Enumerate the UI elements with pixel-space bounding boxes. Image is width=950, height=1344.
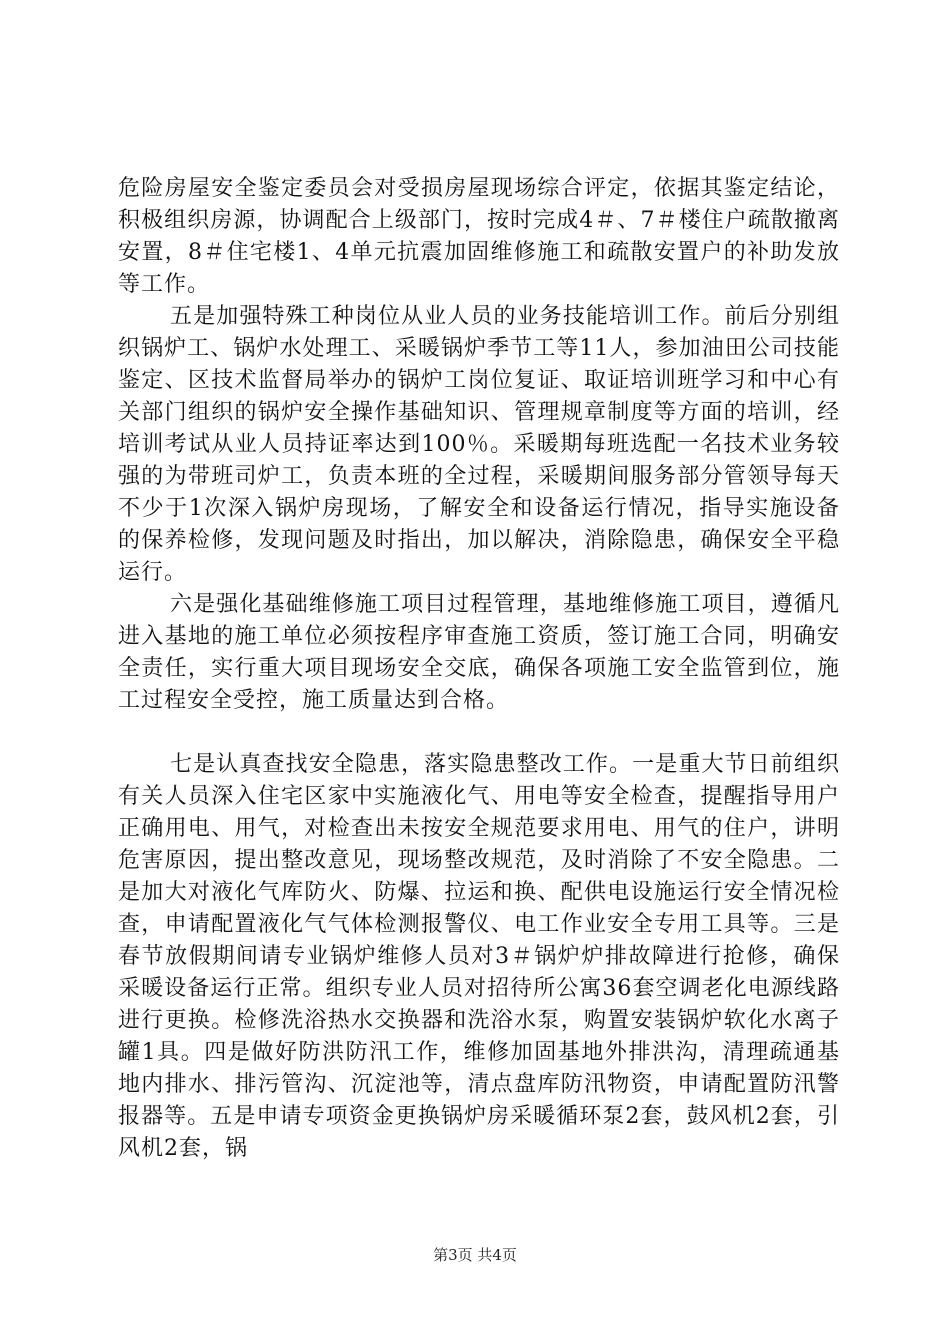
paragraph-item-five: 五是加强特殊工种岗位从业人员的业务技能培训工作。前后分别组织锅炉工、锅炉水处理工、采暖锅炉季节工等11人，参加油田公司技能鉴定、区技术监督局举办的锅炉工岗位复证、取证培训班学习和中心有关部门组织的锅炉安全操作基础知识、管理规章制度等方面的培训，经培训考试从业人员持证率达到100％。采暖期每班选配一名技术业务较强的为带班司炉工，负责本班的全过程，采暖期间服务部分管领导每天不少于1次深入锅炉房现场，了解安全和设备运行情况，指导实施设备的保养检修，发现问题及时指出，加以解决，消除隐患，确保安全平稳运行。 [118, 304, 840, 585]
paragraph-continued: 危险房屋安全鉴定委员会对受损房屋现场综合评定，依据其鉴定结论，积极组织房源，协调配合上级部门，按时完成4＃、7＃楼住户疏散撤离安置，8＃住宅楼1、4单元抗震加固维修施工和疏散安置户的补助发放等工作。 [118, 176, 840, 297]
paragraph-item-seven: 七是认真查找安全隐患，落实隐患整改工作。一是重大节日前组织有关人员深入住宅区家中实施液化气、用电等安全检查，提醒指导用户正确用电、用气，对检查出未按安全规范要求用电、用气的住户，讲明危害原因，提出整改意见，现场整改规范，及时消除了不安全隐患。二是加大对液化气库防火、防爆、拉运和换、配供电设施运行安全情况检查，申请配置液化气气体检测报警仪、电工作业安全专用工具等。三是春节放假期间请专业锅炉维修人员对3＃锅炉炉排故障进行抢修，确保采暖设备运行正常。组织专业人员对招待所公寓36套空调老化电源线路进行更换。检修洗浴热水交换器和洗浴水泵，购置安装锅炉软化水离子罐1具。四是做好防洪防汛工作，维修加固基地外排洪沟，清理疏通基地内排水、排污管沟、沉淀池等，清点盘库防汛物资，申请配置防汛警报器等。五是申请专项资金更换锅炉房采暖循环泵2套，鼓风机2套，引风机2套，锅 [118, 752, 840, 1161]
page-number-footer: 第3页 共4页 [433, 1246, 517, 1264]
document-body [118, 173, 840, 1165]
paragraph-item-six: 六是强化基础维修施工项目过程管理，基地维修施工项目，遵循凡进入基地的施工单位必须按程序审查施工资质，签订施工合同，明确安全责任，实行重大项目现场安全交底，确保各项施工安全监管到位，施工过程安全受控，施工质量达到合格。 [118, 592, 840, 713]
